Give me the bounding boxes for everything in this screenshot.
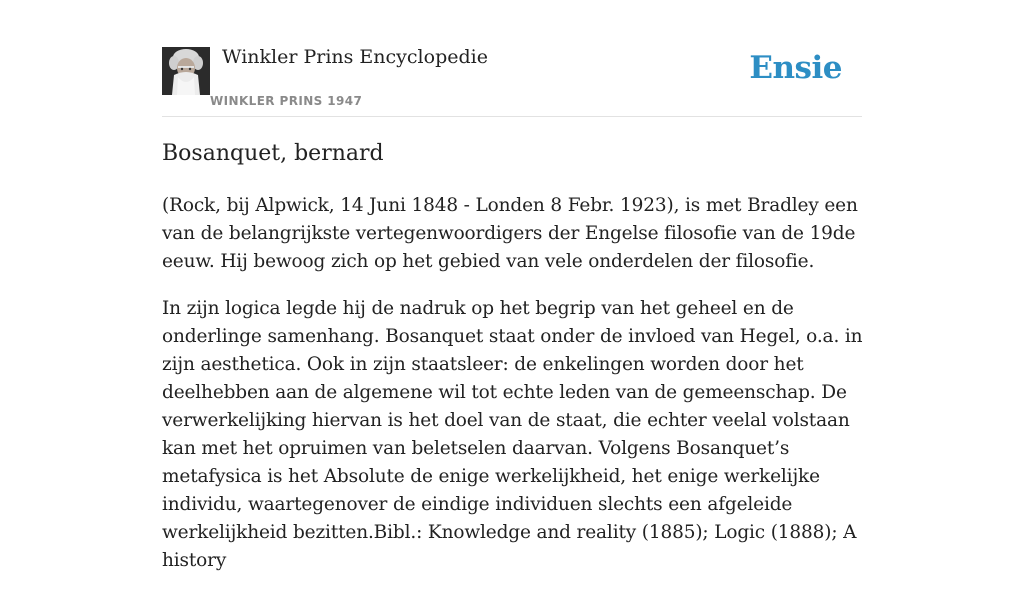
brand-logo[interactable]: Ensie: [749, 50, 842, 86]
article-body: [162, 192, 868, 594]
article-title: Bosanquet, bernard: [162, 141, 384, 166]
author-avatar: [162, 47, 210, 95]
bearded-man-portrait-icon: [162, 47, 210, 95]
paragraph-2: In zijn logica legde hij de nadruk op het begrip van het geheel en de onderlinge samenhang. Bosanquet staat onder de invloed van Hegel, o.a. in zijn aesthetica. Ook in zijn staatsleer: de enkelingen worden door het deelhebben aan de algemene wil tot echte leden van de gemeenschap. De verwerkelijking hiervan is het doel van de staat, die echter veelal volstaan kan met het opruimen van beletselen daarvan. Volgens Bosanquet’s metafysica is het Absolute de enige werkelijkheid, het enige werkelijke individu, waartegenover de eindige individuen slechts een afgeleide werkelijkheid bezitten.Bibl.: Knowledge and reality (1885); Logic (1888); A history: [162, 298, 863, 571]
site-title[interactable]: Winkler Prins Encyclopedie: [222, 46, 488, 68]
paragraph-1: (Rock, bij Alpwick, 14 Juni 1848 - Londen 8 Febr. 1923), is met Bradley een van de belangrijkste vertegenwoordigers der Engelse filosofie van de 19de eeuw. Hij bewoog zich op het gebied van vele onderdelen der filosofie.: [162, 195, 858, 272]
edition-label[interactable]: WINKLER PRINS 1947: [210, 94, 363, 108]
page: [162, 0, 863, 571]
site-header: [162, 0, 862, 117]
